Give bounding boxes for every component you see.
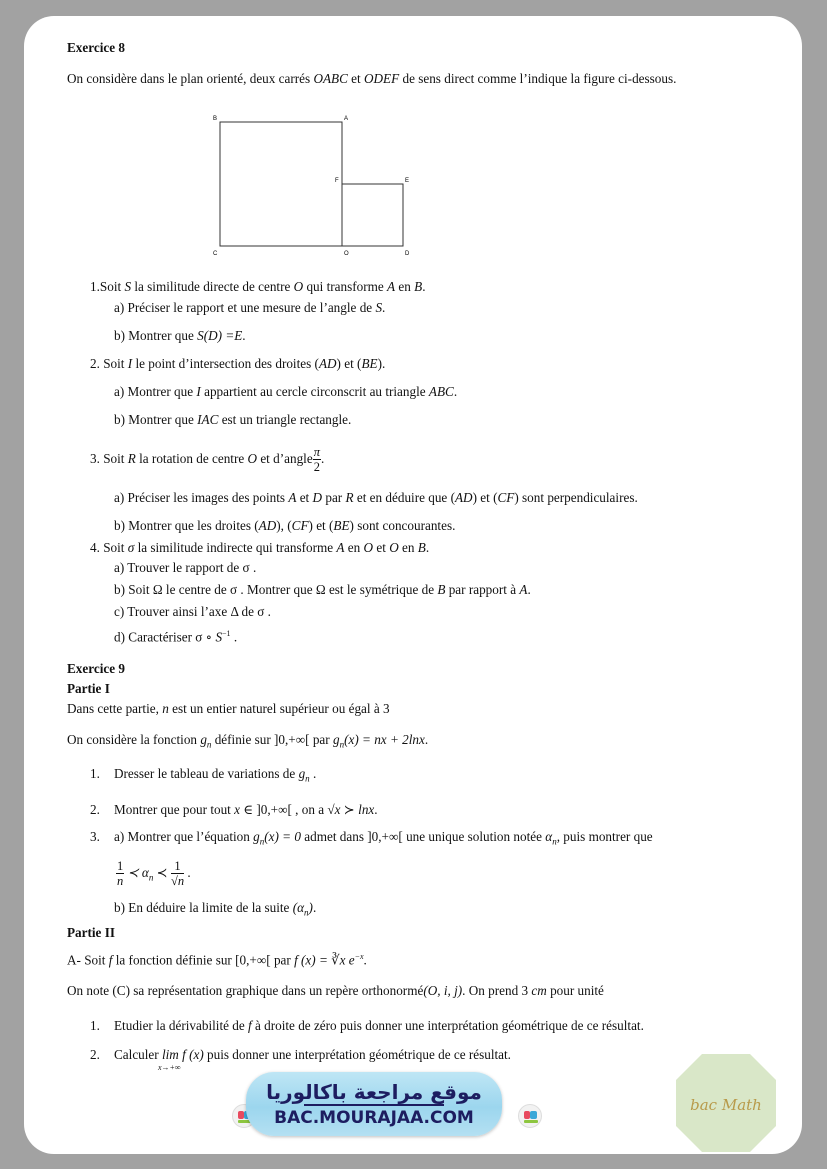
part-2-item-1: Etudier la dérivabilité de f à droite de zéro puis donner une interprétation géométrique de ce résultat. <box>114 1018 644 1033</box>
part-2-title: Partie II <box>67 925 115 940</box>
item-2-number: 2. <box>90 802 100 817</box>
q4d: d) Caractériser σ ∘ $S^{-1}$ . <box>114 629 238 645</box>
svg-text:bac Math: bac Math <box>690 1096 762 1114</box>
item-1: Dresser le tableau de variations de $g_n$ . <box>114 766 317 784</box>
right-site-logo-icon <box>518 1104 542 1128</box>
label-e: E <box>405 178 410 184</box>
document-page <box>24 16 802 1154</box>
q2b: b) Montrer que IAC est un triangle rectangle. <box>114 412 352 427</box>
part-2-line-2: On note (C) sa représentation graphique dans un repère orthonormé(O, i, j). On prend 3 cm pour unité <box>67 983 604 998</box>
exercise-9-title: Exercice 9 <box>67 661 125 676</box>
item-3-number: 3. <box>90 829 100 844</box>
part-2-item-2: Calculer lim x→+∞ f (x) puis donner une interprétation géométrique de ce résultat. <box>114 1047 511 1072</box>
label-d: D <box>405 251 410 257</box>
item-3a: a) Montrer que l’équation $g_n(x) = 0$ admet dans ]0,+∞[ une unique solution notée $\alpha_n$, puis montrer que <box>114 829 653 847</box>
bac-math-logo-icon <box>672 1050 780 1156</box>
part-1-title: Partie I <box>67 681 110 696</box>
q3: 3. Soit R la rotation de centre O et d’angle $\frac{\pi}{2}$ . <box>90 445 325 475</box>
q1a: a) Préciser le rapport et une mesure de l’angle de S. <box>114 300 386 315</box>
squares-figure <box>210 110 420 260</box>
banner-site-url[interactable]: BAC.MOURAJAA.COM <box>274 1108 474 1128</box>
q4b: b) Soit Ω le centre de σ . Montrer que Ω est le symétrique de B par rapport à A. <box>114 582 531 597</box>
part-1-line-1: Dans cette partie, n est un entier naturel supérieur ou égal à 3 <box>67 701 390 716</box>
item-3b: b) En déduire la limite de la suite $(\alpha_n)$. <box>114 900 317 918</box>
item-2: Montrer que pour tout x ∈ ]0,+∞[ , on a √x ≻ lnx. <box>114 802 378 817</box>
item-3-inequality: $\frac{1}{n}$ ≺ $\alpha_n$ ≺ $\frac{1}{√n}$ . <box>117 859 191 889</box>
q2: 2. Soit I le point d’intersection des droites (AD) et (BE). <box>90 356 386 371</box>
part-1-line-2: On considère la fonction $g_n$ définie sur ]0,+∞[ par $g_n(x)$ = nx + 2lnx. <box>67 732 429 750</box>
exercise-8-title: Exercice 8 <box>67 40 125 55</box>
square-oabc <box>220 122 342 246</box>
part-2-item-1-number: 1. <box>90 1018 100 1033</box>
square-odef <box>342 184 403 246</box>
q1: 1.Soit S la similitude directe de centre O qui transforme A en B. <box>90 279 426 294</box>
q2a: a) Montrer que I appartient au cercle circonscrit au triangle ABC. <box>114 384 458 399</box>
label-c: C <box>213 251 218 257</box>
banner-underline <box>304 1104 444 1106</box>
label-b: B <box>213 116 218 122</box>
q1b: b) Montrer que S(D) =E. <box>114 328 246 343</box>
part-2-item-2-number: 2. <box>90 1047 100 1062</box>
q3b: b) Montrer que les droites (AD), (CF) et (BE) sont concourantes. <box>114 518 456 533</box>
label-a: A <box>344 116 349 122</box>
exercise-8-intro: On considère dans le plan orienté, deux carrés OABC et ODEF de sens direct comme l’indique la figure ci-dessous. <box>67 71 677 86</box>
site-banner[interactable] <box>246 1072 502 1136</box>
q4: 4. Soit σ la similitude indirecte qui transforme A en O et O en B. <box>90 540 430 555</box>
label-f: F <box>335 178 339 184</box>
item-1-number: 1. <box>90 766 100 781</box>
q4a: a) Trouver le rapport de σ . <box>114 560 257 575</box>
q3a: a) Préciser les images des points A et D par R et en déduire que (AD) et (CF) sont perpendiculaires. <box>114 490 638 505</box>
label-o: O <box>344 251 349 257</box>
part-2-line-1: A- Soit f la fonction définie sur [0,+∞[ par f (x) = ∛x $e^{-x}$. <box>67 952 367 968</box>
pi-over-2: $\frac{\pi}{2}$ <box>313 445 320 475</box>
q4c: c) Trouver ainsi l’axe Δ de σ . <box>114 604 271 619</box>
banner-arabic-text: موقع مراجعة باكالوريا <box>266 1080 482 1104</box>
